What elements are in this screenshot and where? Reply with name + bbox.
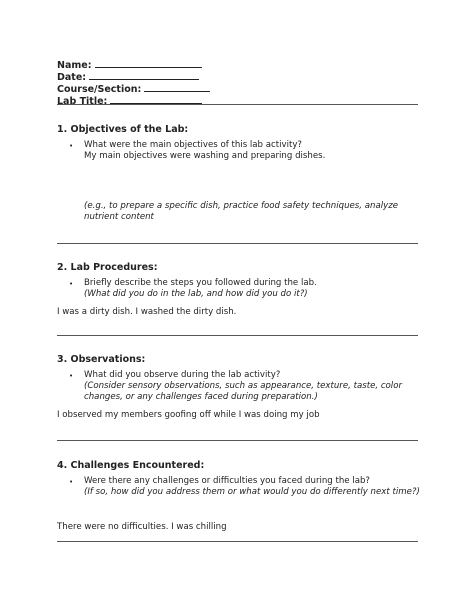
divider bbox=[57, 335, 418, 336]
labtitle-label: Lab Title: bbox=[57, 96, 108, 107]
bullet-icon: • bbox=[69, 142, 74, 150]
divider bbox=[57, 440, 418, 441]
section-question: Briefly describe the steps you followed during the lab. bbox=[84, 278, 317, 288]
bullet-icon: • bbox=[69, 478, 74, 486]
name-blank bbox=[95, 58, 202, 68]
section-question: What did you observe during the lab activity? bbox=[84, 370, 281, 380]
course-label: Course/Section: bbox=[57, 84, 142, 95]
bullet-icon: • bbox=[69, 280, 74, 288]
section-answer: My main objectives were washing and preparing dishes. bbox=[84, 151, 326, 161]
labtitle-blank bbox=[110, 94, 202, 104]
name-label: Name: bbox=[57, 60, 92, 71]
bullet-icon: • bbox=[69, 372, 74, 380]
section-answer: There were no difficulties. I was chilling bbox=[57, 522, 227, 532]
date-label: Date: bbox=[57, 72, 87, 83]
course-blank bbox=[144, 82, 210, 92]
section-hint: (If so, how did you address them or what would you do differently next time?) bbox=[84, 487, 420, 497]
divider bbox=[57, 541, 418, 542]
section-title: 1. Objectives of the Lab: bbox=[57, 124, 189, 135]
section-title: 2. Lab Procedures: bbox=[57, 262, 158, 273]
section-hint: (What did you do in the lab, and how did you do it?) bbox=[84, 289, 308, 299]
section-hint: changes, or any challenges faced during preparation.) bbox=[84, 392, 318, 402]
date-blank bbox=[89, 70, 199, 80]
section-question: What were the main objectives of this lab activity? bbox=[84, 140, 302, 150]
section-hint: (e.g., to prepare a specific dish, practice food safety techniques, analyze bbox=[84, 201, 398, 211]
section-hint: (Consider sensory observations, such as appearance, texture, taste, color bbox=[84, 381, 402, 391]
section-answer: I observed my members goofing off while I was doing my job bbox=[57, 410, 320, 420]
divider bbox=[57, 104, 418, 105]
section-answer: I was a dirty dish. I washed the dirty dish. bbox=[57, 307, 237, 317]
section-question: Were there any challenges or difficulties you faced during the lab? bbox=[84, 476, 370, 486]
divider bbox=[57, 243, 418, 244]
section-hint: nutrient content bbox=[84, 212, 154, 222]
section-title: 3. Observations: bbox=[57, 354, 146, 365]
section-title: 4. Challenges Encountered: bbox=[57, 460, 205, 471]
labtitle-row bbox=[57, 94, 202, 108]
